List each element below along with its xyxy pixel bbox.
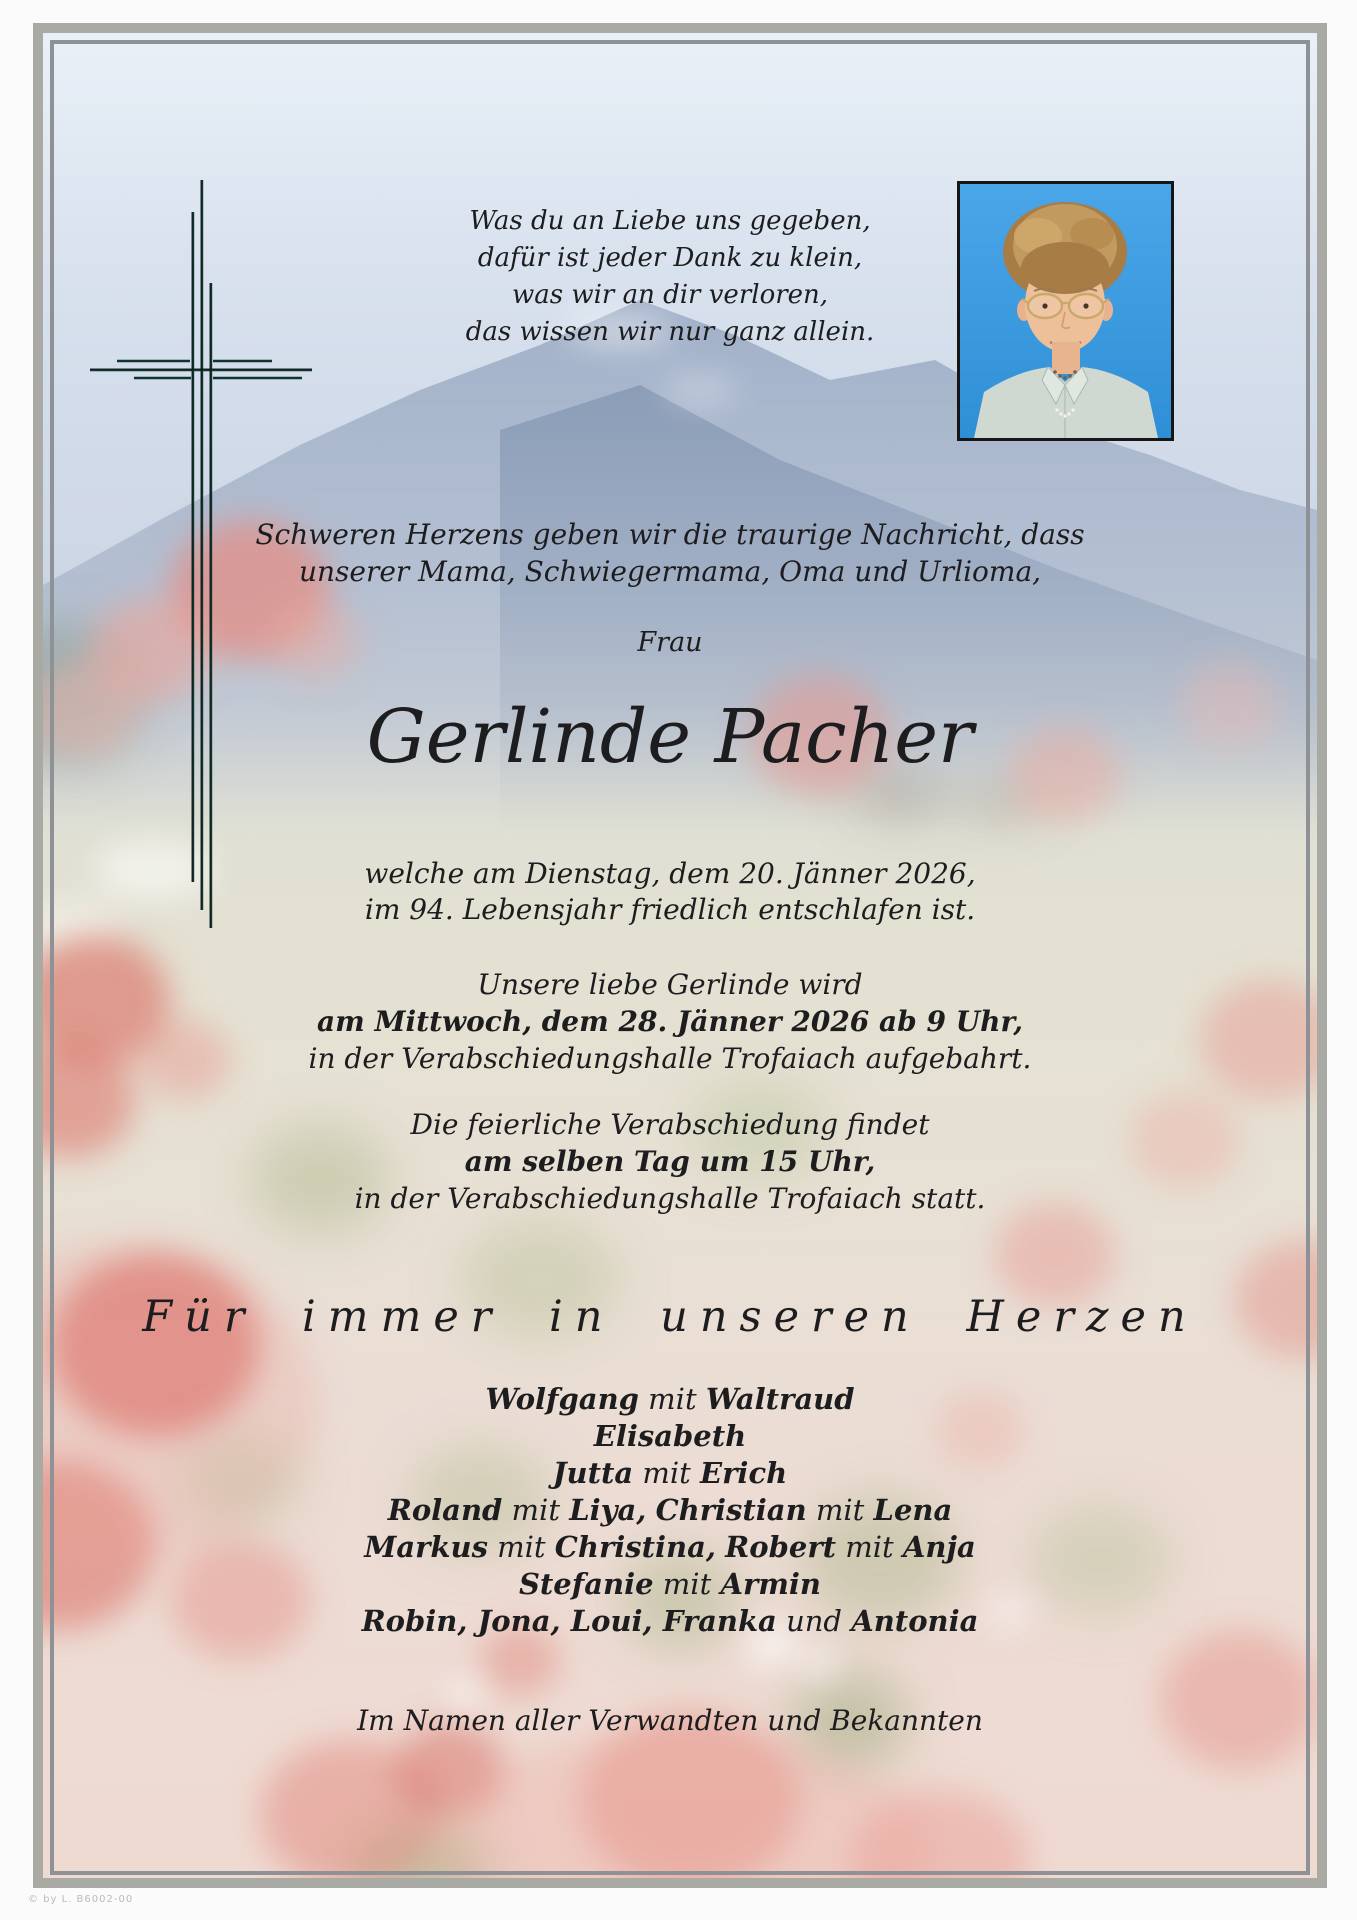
text-line: Schweren Herzens geben wir die traurige Nachricht, dass (255, 518, 1085, 551)
laying-out-info (0, 966, 1340, 1077)
text-line: Wolfgang mit Waltraud (485, 1382, 855, 1416)
text-line: Roland mit Liya, Christian mit Lena (387, 1493, 953, 1527)
text-line: im 94. Lebensjahr friedlich entschlafen ist. (364, 893, 976, 926)
text-line: am Mittwoch, dem 28. Jänner 2026 ab 9 Uhr, (317, 1005, 1023, 1038)
text-line: Die feierliche Verabschiedung findet (410, 1108, 930, 1141)
text-line: welche am Dienstag, dem 20. Jänner 2026, (364, 857, 976, 890)
family-names (0, 1381, 1340, 1640)
text-line: dafür ist jeder Dank zu klein, (477, 243, 863, 273)
closing-line: Im Namen aller Verwandten und Bekannten (357, 1704, 983, 1737)
announcement-text (0, 516, 1340, 590)
text-line: Elisabeth (593, 1419, 747, 1453)
death-date-text (0, 856, 1340, 928)
text-line: Was du an Liebe uns gegeben, (469, 206, 871, 236)
opening-poem (0, 203, 1340, 351)
text-line: das wissen wir nur ganz allein. (465, 317, 875, 347)
text-line: Stefanie mit Armin (518, 1567, 822, 1601)
print-code: © by L. B6002-00 (28, 1894, 134, 1905)
text-line: in der Verabschiedungshalle Trofaiach statt. (354, 1182, 986, 1215)
text-line: am selben Tag um 15 Uhr, (464, 1145, 876, 1178)
text-line: Robin, Jona, Loui, Franka und Antonia (361, 1604, 979, 1638)
farewell-ceremony-info (0, 1106, 1340, 1217)
remembrance-motto: Für immer in unseren Herzen (142, 1292, 1198, 1342)
text-line: Jutta mit Erich (552, 1456, 788, 1490)
text-line: Markus mit Christina, Robert mit Anja (364, 1530, 976, 1564)
deceased-name: Gerlinde Pacher (366, 694, 974, 780)
text-line: in der Verabschiedungshalle Trofaiach aufgebahrt. (308, 1042, 1032, 1075)
salutation: Frau (637, 627, 703, 658)
text-line: Unsere liebe Gerlinde wird (477, 968, 863, 1001)
text-line: was wir an dir verloren, (511, 280, 829, 310)
text-line: unserer Mama, Schwiegermama, Oma und Urlioma, (298, 555, 1042, 588)
